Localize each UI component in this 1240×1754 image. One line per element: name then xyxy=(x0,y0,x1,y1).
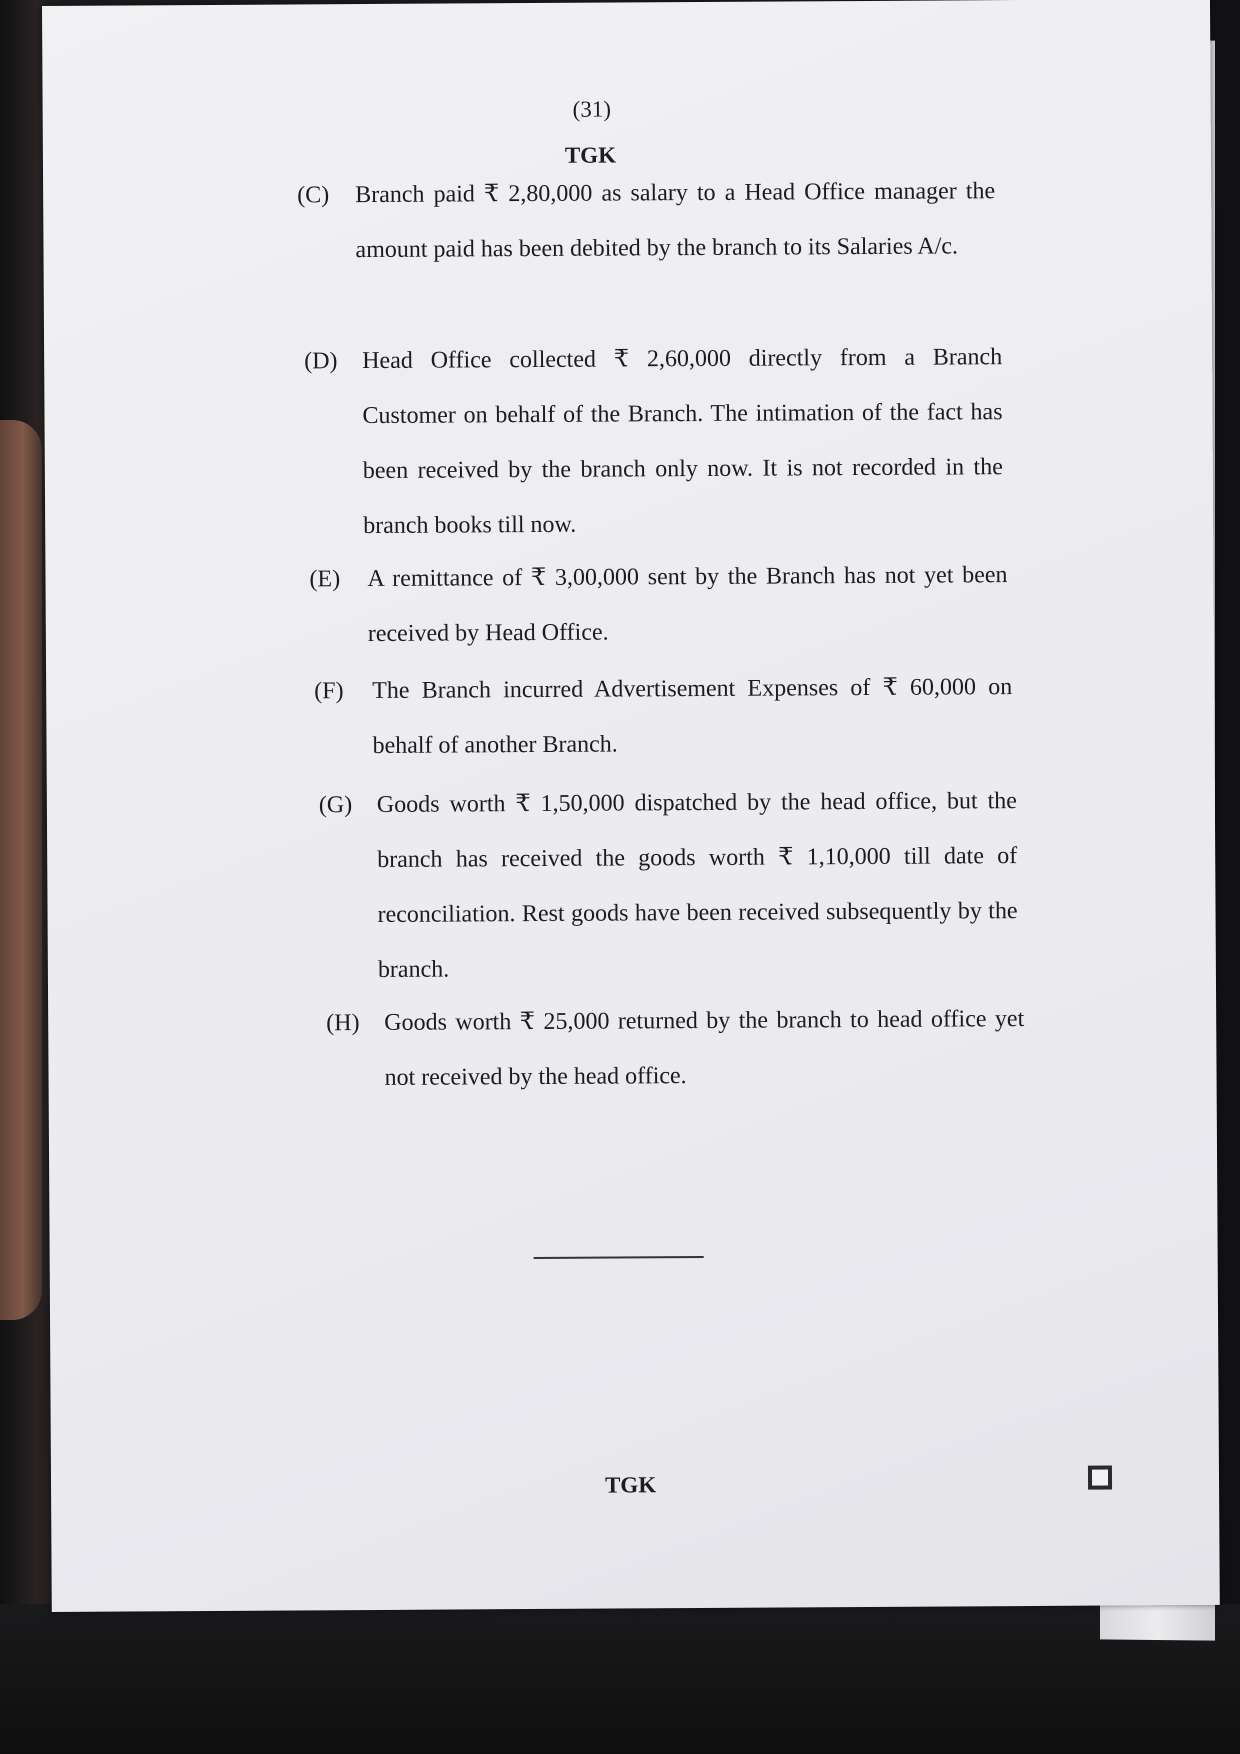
item-text: The Branch incurred Advertisement Expenses of ₹ 60,000 on behalf of another Branch. xyxy=(372,674,1013,759)
question-item-g xyxy=(318,774,1018,998)
item-text: Goods worth ₹ 1,50,000 dispatched by the head office, but the branch has received the goods worth ₹ 1,10,000 till date of reconciliation. Rest goods have been received subsequently by the branch. xyxy=(376,788,1018,983)
item-label: (C) xyxy=(297,182,330,209)
item-text: Branch paid ₹ 2,80,000 as salary to a Head Office manager the amount paid has been debited by the branch to its Salaries A/c. xyxy=(355,178,996,264)
corner-square-mark xyxy=(1088,1465,1112,1489)
finger-shadow xyxy=(0,420,42,1320)
item-label: (F) xyxy=(314,678,344,705)
item-label: (D) xyxy=(304,348,338,375)
item-label: (H) xyxy=(326,1010,360,1037)
item-label: (E) xyxy=(309,566,341,593)
exam-page xyxy=(42,0,1220,1612)
question-item-e xyxy=(309,548,1008,662)
question-item-c xyxy=(297,164,996,278)
item-text: Goods worth ₹ 25,000 returned by the branch to head office yet not received by the head office. xyxy=(384,1006,1025,1091)
paper-code-bottom: TGK xyxy=(604,1472,657,1498)
paper-code-top: TGK xyxy=(564,142,617,168)
background-bottom xyxy=(0,1604,1240,1754)
item-text: A remittance of ₹ 3,00,000 sent by the Branch has not yet been received by Head Office. xyxy=(367,562,1008,648)
question-item-f xyxy=(314,660,1013,774)
item-label: (G) xyxy=(318,792,353,819)
question-item-d xyxy=(304,330,1003,554)
end-divider xyxy=(534,1256,704,1259)
question-item-h xyxy=(326,992,1025,1106)
item-text: Head Office collected ₹ 2,60,000 directly from a Branch Customer on behalf of the Branch. The intimation of the fact has been received by the branch only now. It is not recorded in the branch books till now. xyxy=(362,344,1003,540)
page-number: (31) xyxy=(572,96,612,122)
